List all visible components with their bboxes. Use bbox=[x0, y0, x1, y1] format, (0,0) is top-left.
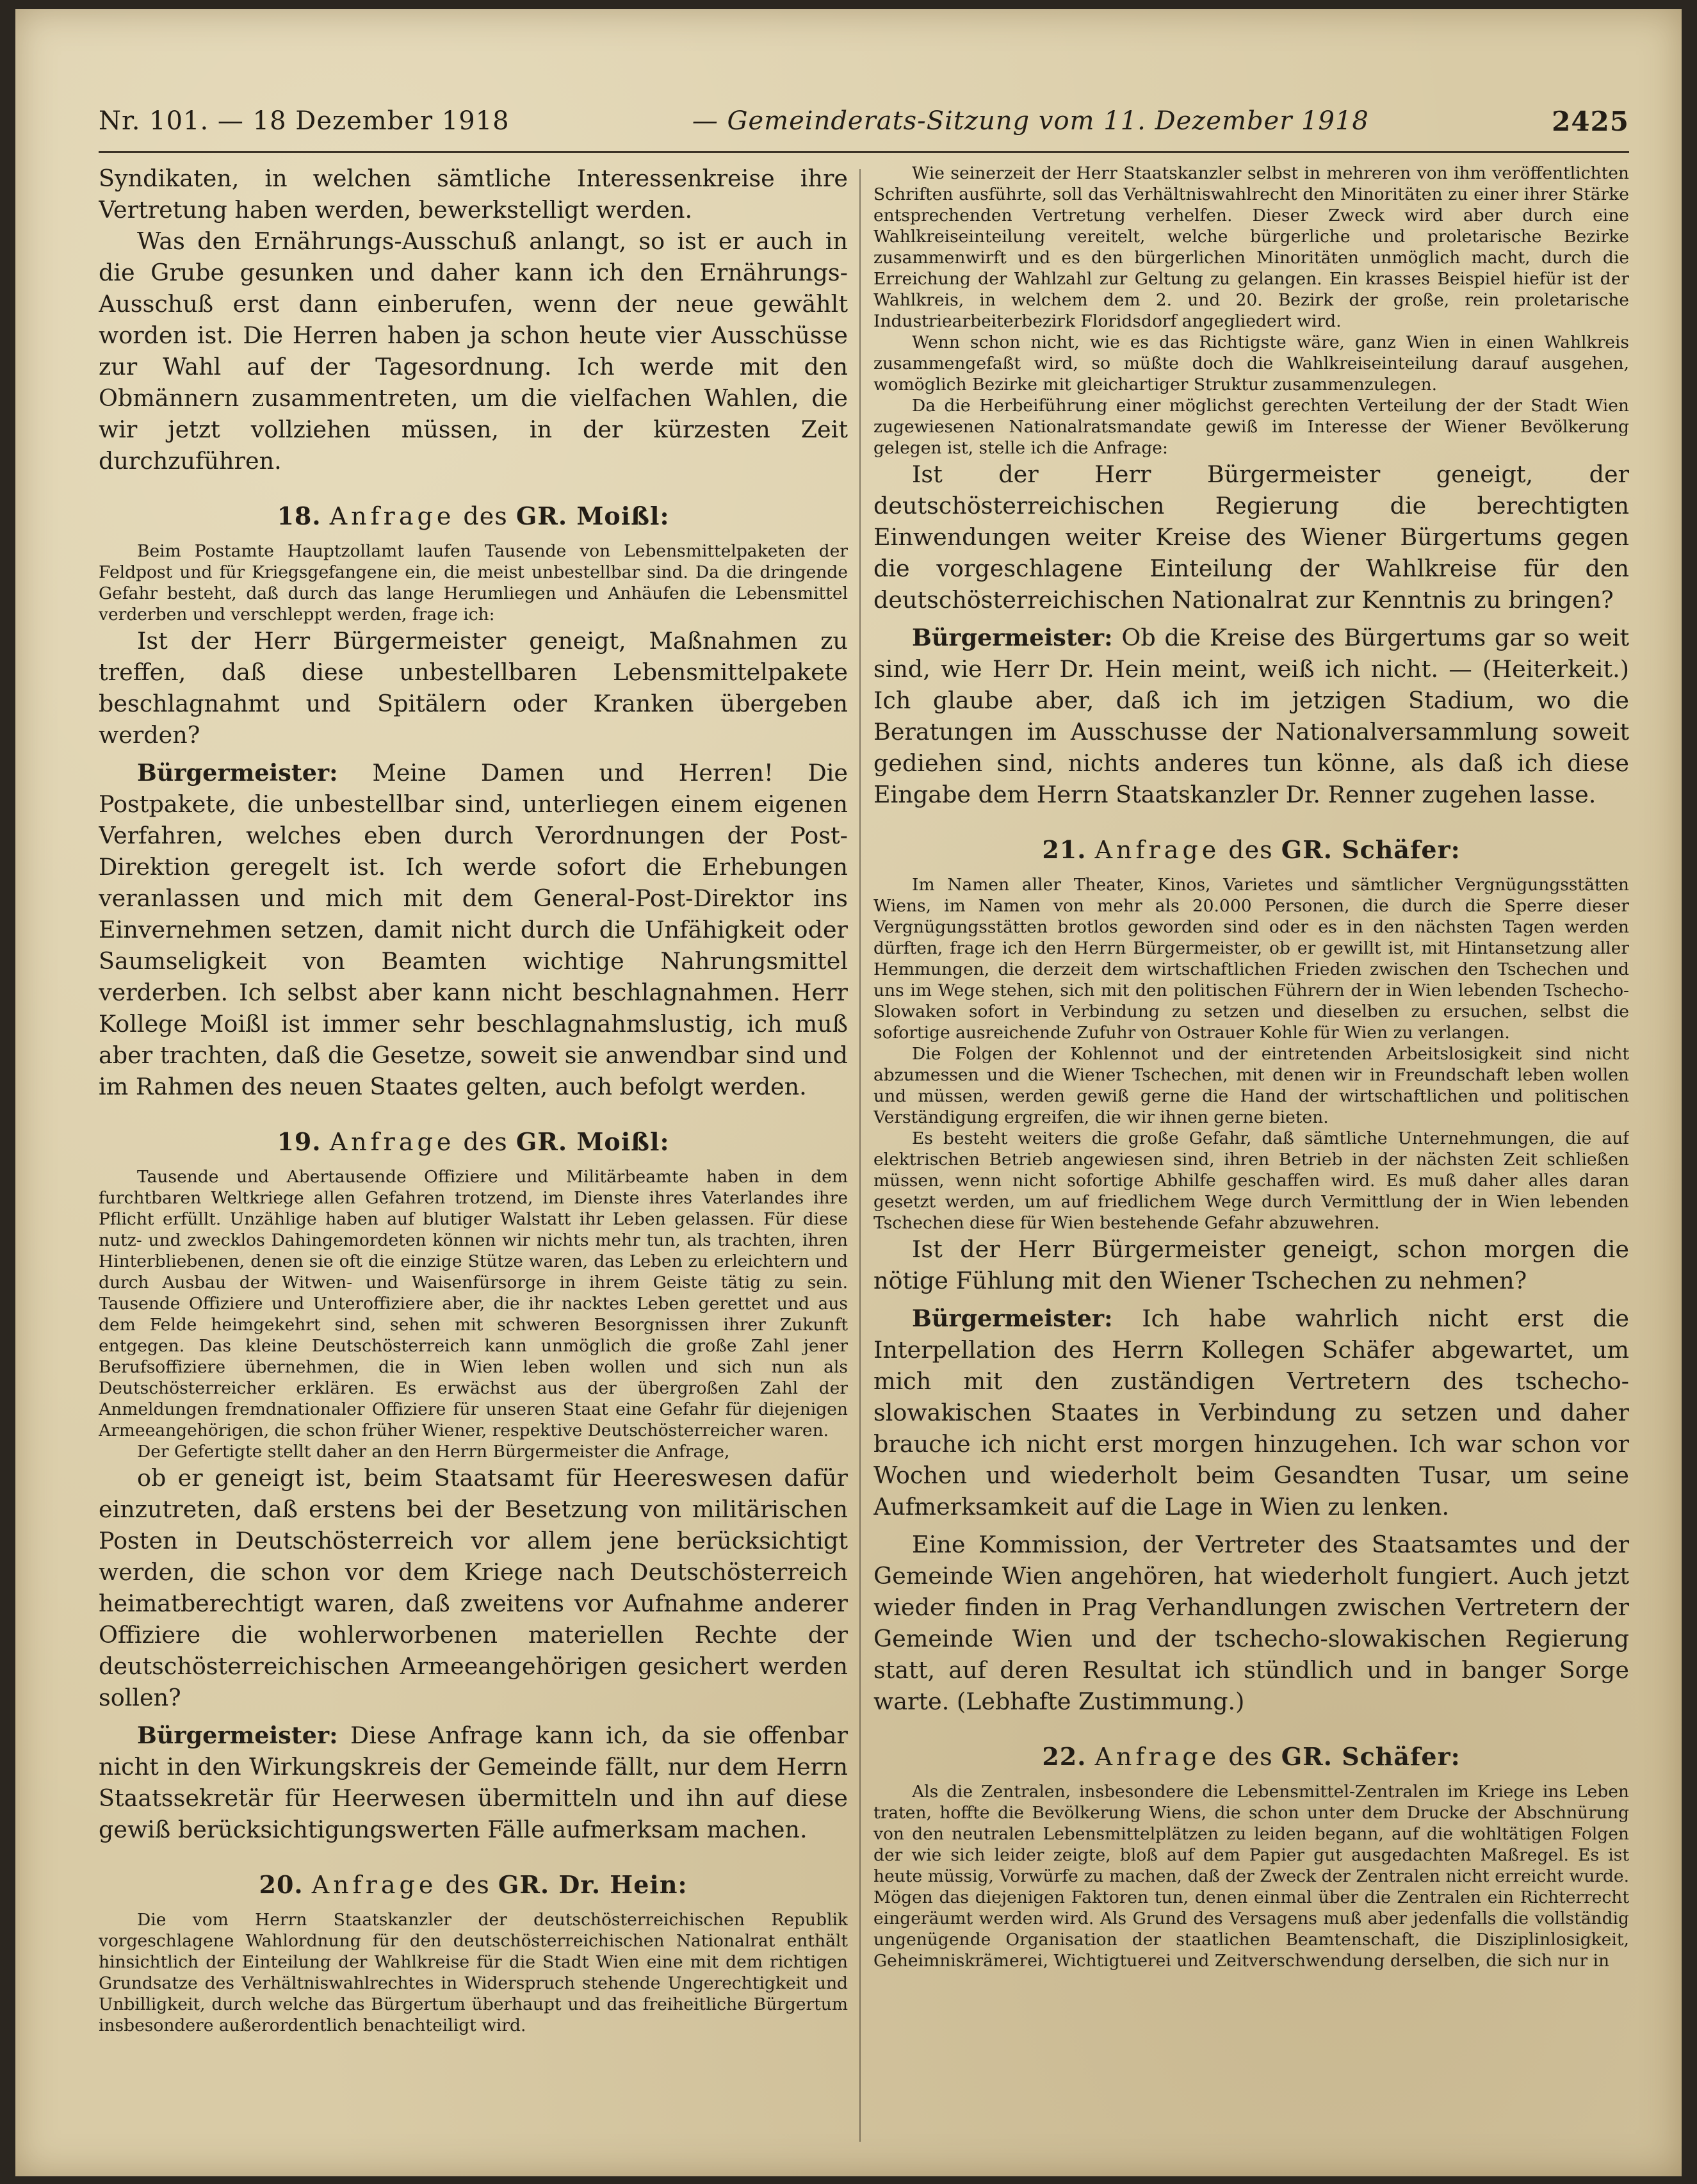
speaker: Bürgermeister: bbox=[137, 1722, 338, 1749]
inquiry-heading-19: 19. Anfrage des GR. Moißl: bbox=[277, 1127, 670, 1156]
inquiry-text: Tausende und Abertausende Offiziere und Militärbeamte haben in dem furchtbaren Weltkriege allen Gefahren trotzend, im Dienste ihres Vaterlandes ihre Pflicht erfüllt. Unzählige haben auf blutiger Walstatt ihr Leben gelassen. Für diese nutz- und zwecklos Dahingemordeten können wir nichts mehr tun, als trachten, ihren Hinterbliebenen, denen sie oft die einzige Stütze waren, das Leben zu erleichtern und durch Ausbau der Witwen- und Waisenfürsorge in ihrem Geiste tätig zu sein. Tausende Offiziere und Unteroffiziere aber, die ihr nacktes Leben gerettet und aus dem Felde heimgekehrt sind, sehen mit schweren Besorgnissen ihrer Zukunft entgegen. Das kleine Deutschösterreich kann unmöglich die große Zahl jener Berufsoffiziere übernehmen, die in Wien leben wollen und sich nun als Deutschösterreicher erklären. Es erwächst aus der übergroßen Zahl der Anmeldungen fremdnationaler Offiziere für unseren Staat eine Gefahr für diejenigen Armeeangehörigen, die schon früher Wiener, respektive Deutschösterreicher waren. bbox=[99, 1167, 848, 1440]
header-rule bbox=[99, 151, 1629, 153]
inquiry-heading-18: 18. Anfrage des GR. Moißl: bbox=[277, 501, 670, 530]
paragraph: Syndikaten, in welchen sämtliche Interessenkreise ihre Vertretung haben werden, bewerkstelligt werden. bbox=[99, 165, 848, 224]
speaker: Bürgermeister: bbox=[912, 1305, 1113, 1332]
inquiry-text: Da die Herbeiführung einer möglichst gerechten Verteilung der der Stadt Wien zugewiesenen Nationalratsmandate gewiß im Interesse der Wiener Bevölkerung gelegen ist, stelle ich die Anfrage: bbox=[873, 396, 1629, 458]
inquiry-question: Ist der Herr Bürgermeister geneigt, schon morgen die nötige Fühlung mit den Wiener Tschechen zu nehmen? bbox=[873, 1235, 1629, 1294]
newspaper-page bbox=[15, 9, 1682, 2176]
mayor-answer: Bürgermeister: Ob die Kreise des Bürgertums gar so weit sind, wie Herr Dr. Hein meint, weiß ich nicht. — (Heiterkeit.) Ich glaube aber, daß ich im jetzigen Stadium, wo die Beratungen im Ausschusse der Nationalversammlung soweit gediehen sind, nichts anderes tun könne, als daß ich diese Eingabe dem Herrn Staatskanzler Dr. Renner zugehen lasse. bbox=[873, 624, 1629, 808]
left-column bbox=[99, 163, 848, 2148]
speaker: Bürgermeister: bbox=[912, 624, 1113, 651]
inquiry-text: Beim Postamte Hauptzollamt laufen Tausende von Lebensmittelpaketen der Feldpost und für Kriegsgefangene ein, die meist unbestellbar sind. Da die dringende Gefahr besteht, daß durch das lange Herumliegen und Anhäufen die Lebensmittel verderben und verschleppt werden, frage ich: bbox=[99, 541, 848, 624]
inquiry-heading-22: 22. Anfrage des GR. Schäfer: bbox=[1042, 1742, 1461, 1771]
page-number: 2425 bbox=[1552, 105, 1629, 137]
inquiry-text: Wenn schon nicht, wie es das Richtigste wäre, ganz Wien in einen Wahlkreis zusammengefaßt wird, so müßte doch die Wahlkreiseinteilung darauf ausgehen, womöglich Bezirke mit gleichartiger Struktur zusammenzulegen. bbox=[873, 332, 1629, 395]
mayor-answer-continued: Eine Kommission, der Vertreter des Staatsamtes und der Gemeinde Wien angehören, hat wiederholt fungiert. Auch jetzt wieder finden in Prag Verhandlungen zwischen Vertretern der Gemeinde Wien und der tschecho-slowakischen Regierung statt, auf deren Resultat ich stündlich und in banger Sorge warte. (Lebhafte Zustimmung.) bbox=[873, 1531, 1629, 1715]
inquiry-text: Die Folgen der Kohlennot und der eintretenden Arbeitslosigkeit sind nicht abzumessen und die Wiener Tschechen, mit denen wir in Freundschaft leben wollen und müssen, werden gewiß gerne die Hand der wirtschaftlichen und politischen Verständigung ergreifen, die wir ihnen gerne bieten. bbox=[873, 1044, 1629, 1127]
session-title: — Gemeinderats-Sitzung vom 11. Dezember 1918 bbox=[692, 106, 1369, 136]
inquiry-text: Im Namen aller Theater, Kinos, Varietes und sämtlicher Vergnügungsstätten Wiens, im Namen von mehr als 20.000 Personen, die durch die Sperre dieser Vergnügungsstätten brotlos geworden sind oder es in den nächsten Tagen werden dürften, frage ich den Herrn Bürgermeister, ob er gewillt ist, mit Hintansetzung aller Hemmungen, die derzeit dem wirtschaftlichen Frieden zwischen den Tschechen und uns im Wege stehen, sich mit den politischen Führern der in Wien lebenden Tschecho-Slowaken sofort in Verbindung zu setzen und dieselben zu ersuchen, selbst die sofortige ausreichende Zufuhr von Ostrauer Kohle für Wien zu verlangen. bbox=[873, 875, 1629, 1043]
inquiry-text: Die vom Herrn Staatskanzler der deutschösterreichischen Republik vorgeschlagene Wahlordnung für den deutschösterreichischen Nationalrat enthält hinsichtlich der Einteilung der Wahlkreise für die Stadt Wien eine mit dem richtigen Grundsatze des Verhältniswahlrechtes in Widerspruch stehende Ungerechtigkeit und Unbilligkeit, durch welche das Bürgertum überhaupt und das freiheitliche Bürgertum insbesondere außerordentlich benachteiligt wird. bbox=[99, 1910, 848, 2035]
mayor-answer: Bürgermeister: Diese Anfrage kann ich, da sie offenbar nicht in den Wirkungskreis der Gemeinde fällt, nur dem Herrn Staatssekretär für Heerwesen übermitteln und ihn auf diese gewiß berücksichtigungswerten Fälle aufmerksam machen. bbox=[99, 1722, 848, 1843]
inquiry-text: Als die Zentralen, insbesondere die Lebensmittel-Zentralen im Kriege ins Leben traten, hoffte die Bevölkerung Wiens, die schon unter dem Drucke der Abschnürung von den neutralen Lebensmittelplätzen zu leiden begann, auf die wohltätigen Folgen der wie sich leider zeigte, bloß auf dem Papier gut ausgedachten Maßregel. Es ist heute müssig, Vorwürfe zu machen, daß der Zweck der Zentralen nicht erreicht wurde. Mögen das diejenigen Faktoren tun, denen einmal über die Zentralen ein Richterrecht eingeräumt werden wird. Als Grund des Versagens muß aber jedenfalls die vollständig ungenügende Organisation der staatlichen Beamtenschaft, die Disziplinlosigkeit, Geheimniskrämerei, Wichtigtuerei und Zeitverschwendung derselben, die sich nur in bbox=[873, 1782, 1629, 1971]
inquiry-text: Wie seinerzeit der Herr Staatskanzler selbst in mehreren von ihm veröffentlichten Schriften ausführte, soll das Verhältniswahlrecht den Minoritäten zu einer ihrer Stärke entsprechenden Vertretung verhelfen. Dieser Zweck wird aber durch eine Wahlkreiseinteilung vereitelt, welche bürgerliche und proletarische Bezirke zusammenwirft und es den bürgerlichen Minoritäten unmöglich macht, durch die Erreichung der Wahlzahl zur Geltung zu gelangen. Ein krasses Beispiel hiefür ist der Wahlkreis, in welchem dem 2. und 20. Bezirk der große, rein proletarische Industriearbeiterbezirk Floridsdorf angegliedert wird. bbox=[873, 163, 1629, 331]
inquiry-question: ob er geneigt ist, beim Staatsamt für Heereswesen dafür einzutreten, daß erstens bei der Besetzung von militärischen Posten in Deutschösterreich vor allem jene berücksichtigt werden, die schon vor dem Kriege nach Deutschösterreich heimatberechtigt waren, daß zweitens vor Aufnahme anderer Offiziere die wohlerworbenen materiellen Rechte der deutschösterreichischen Armeeangehörigen gesichert werden sollen? bbox=[99, 1464, 848, 1711]
inquiry-heading-21: 21. Anfrage des GR. Schäfer: bbox=[1042, 835, 1461, 864]
mayor-answer: Bürgermeister: Ich habe wahrlich nicht erst die Interpellation des Herrn Kollegen Schäfer abgewartet, um mich mit den zuständigen Vertretern des tschecho-slowakischen Staates in Verbindung zu setzen und daher brauche ich nicht erst morgen hinzugehen. Ich war schon vor Wochen und wiederholt beim Gesandten Tusar, um seine Aufmerksamkeit auf die Lage in Wien zu lenken. bbox=[873, 1305, 1629, 1520]
right-column bbox=[873, 163, 1629, 2148]
inquiry-text: Es besteht weiters die große Gefahr, daß sämtliche Unternehmungen, die auf elektrischen Betrieb angewiesen sind, ihren Betrieb in der nächsten Zeit schließen müssen, wenn nicht sofortige Abhilfe geschaffen wird. Es muß daher alles daran gesetzt werden, um auf friedlichem Wege durch Vermittlung der in Wien lebenden Tschechen diese für Wien bestehende Gefahr abzuwehren. bbox=[873, 1129, 1629, 1233]
speaker: Bürgermeister: bbox=[137, 759, 338, 786]
inquiry-heading-20: 20. Anfrage des GR. Dr. Hein: bbox=[259, 1870, 688, 1899]
page-header bbox=[99, 99, 1629, 143]
mayor-answer: Bürgermeister: Meine Damen und Herren! Die Postpakete, die unbestellbar sind, unterliegen einem eigenen Verfahren, welches eben durch Verordnungen der Post-Direktion geregelt ist. Ich werde sofort die Erhebungen veranlassen und mich mit dem General-Post-Direktor ins Einvernehmen setzen, damit nicht durch die Unfähigkeit oder Saumseligkeit von Beamten wichtige Nahrungsmittel verderben. Ich selbst aber kann nicht beschlagnahmen. Herr Kollege Moißl ist immer sehr beschlagnahmslustig, ich muß aber trachten, daß die Gesetze, soweit sie anwendbar sind und im Rahmen des neuen Staates gelten, auch befolgt werden. bbox=[99, 759, 848, 1100]
inquiry-question: Ist der Herr Bürgermeister geneigt, der deutschösterreichischen Regierung die berechtigten Einwendungen weiter Kreise des Wiener Bürgertums gegen die vorgeschlagene Einteilung der Wahlkreise für den deutschösterreichischen Nationalrat zur Kenntnis zu bringen? bbox=[873, 460, 1629, 614]
column-divider bbox=[859, 169, 861, 2142]
inquiry-text: Der Gefertigte stellt daher an den Herrn Bürgermeister die Anfrage, bbox=[137, 1442, 730, 1462]
paragraph: Was den Ernährungs-Ausschuß anlangt, so ist er auch in die Grube gesunken und daher kann ich den Ernährungs-Ausschuß erst dann einberufen, wenn der neue gewählt worden ist. Die Herren haben ja schon heute vier Ausschüsse zur Wahl auf der Tagesordnung. Ich werde mit den Obmännern zusammentreten, um die vielfachen Wahlen, die wir jetzt vollziehen müssen, in der kürzesten Zeit durchzuführen. bbox=[99, 227, 848, 475]
issue-number: Nr. 101. — 18 Dezember 1918 bbox=[99, 106, 510, 136]
inquiry-question: Ist der Herr Bürgermeister geneigt, Maßnahmen zu treffen, daß diese unbestellbaren Lebensmittelpakete beschlagnahmt und Spitälern oder Kranken übergeben werden? bbox=[99, 627, 848, 749]
